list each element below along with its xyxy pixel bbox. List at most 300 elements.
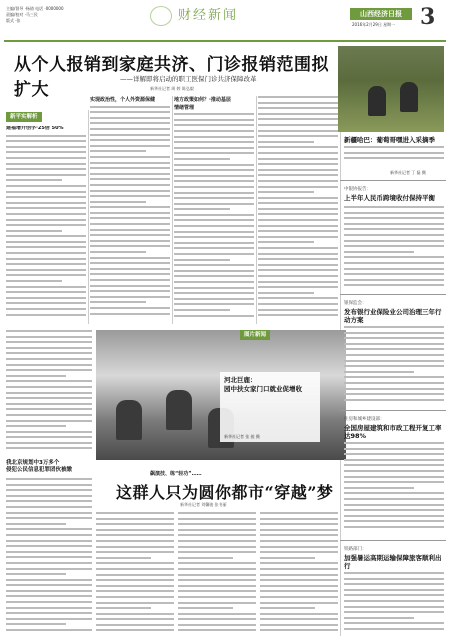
body-text-line: [344, 279, 444, 281]
body-text-line: [260, 585, 338, 587]
body-text-line: [90, 162, 170, 164]
body-text-line: [178, 585, 256, 587]
body-text-line: [96, 540, 174, 542]
body-text-line: [258, 292, 314, 294]
body-text-line: [344, 617, 414, 619]
body-text-line: [344, 399, 444, 401]
body-text-line: [6, 352, 92, 354]
body-text-line: [258, 264, 338, 266]
body-text-line: [90, 245, 170, 247]
body-text-line: [174, 186, 254, 188]
body-text-line: [260, 546, 338, 548]
body-text-line: [90, 134, 170, 136]
body-text-line: [174, 130, 254, 132]
body-text-line: [344, 628, 444, 630]
body-text-line: [344, 622, 444, 624]
body-text-line: [344, 515, 444, 517]
worker-figure: [166, 390, 192, 430]
lead-box-label: 新平实解析: [6, 112, 42, 122]
body-text-line: [6, 330, 92, 332]
body-text-line: [96, 602, 174, 604]
body-text-line: [174, 259, 230, 261]
body-text-line: [6, 556, 92, 558]
body-text-line: [6, 579, 92, 581]
body-text-line: [178, 551, 256, 553]
body-text-line: [344, 157, 444, 159]
body-text-line: [174, 152, 254, 154]
body-text-line: [344, 228, 444, 230]
body-text-line: [96, 596, 174, 598]
body-text-line: [6, 269, 86, 271]
body-text-line: [6, 618, 92, 620]
body-text-line: [258, 124, 338, 126]
body-text-line: [258, 258, 338, 260]
body-text-line: [178, 512, 256, 514]
body-text-line: [6, 336, 92, 338]
body-text-line: [6, 408, 92, 410]
body-text-line: [6, 612, 92, 614]
body-text-line: [90, 234, 170, 236]
body-text-line: [174, 164, 254, 166]
body-text-line: [344, 600, 444, 602]
body-text-line: [6, 386, 92, 388]
body-text-line: [90, 257, 170, 259]
body-text-line: [344, 360, 444, 362]
lead-subhead-4: 情绪管理: [174, 104, 195, 111]
feature-byline: 新华社记者 刘馨骏 张书丽: [180, 502, 227, 507]
body-text-line: [174, 281, 254, 283]
body-text-line: [90, 139, 170, 141]
column-divider: [256, 96, 257, 324]
body-text-line: [96, 629, 174, 631]
body-text-line: [90, 301, 146, 303]
body-text-line: [174, 180, 254, 182]
body-text-line: [6, 369, 92, 371]
body-text-line: [6, 584, 92, 586]
body-text-line: [90, 262, 170, 264]
body-text-line: [96, 574, 174, 576]
body-text-line: [260, 518, 338, 520]
body-text-line: [258, 113, 338, 115]
body-text-line: [6, 442, 92, 444]
body-text-line: [258, 309, 338, 311]
body-text-line: [258, 152, 338, 154]
body-text-line: [6, 258, 86, 260]
body-text-line: [258, 303, 338, 305]
body-text-line: [6, 545, 92, 547]
body-text-line: [258, 158, 338, 160]
body-text-line: [90, 273, 170, 275]
lead-subtitle: ——详解即将启动的职工医保门诊共济保障改革: [120, 75, 257, 83]
lead-subhead-2: 实现政治性，个人外资源保健: [90, 97, 156, 103]
body-text-line: [174, 253, 254, 255]
body-text-line: [6, 241, 86, 243]
body-text-line: [6, 478, 92, 480]
body-text-line: [90, 268, 170, 270]
photo-inset: [220, 372, 320, 442]
body-text-line: [6, 623, 66, 625]
body-text-line: [6, 500, 92, 502]
body-text-line: [96, 534, 174, 536]
issue-date: 2016年2月29日 星期一: [352, 22, 396, 27]
body-text-line: [6, 347, 92, 349]
right-divider: [340, 540, 446, 541]
body-text-line: [178, 540, 256, 542]
body-text-line: [6, 590, 92, 592]
body-text-line: [178, 590, 256, 592]
body-text-line: [174, 113, 254, 115]
body-text-line: [178, 618, 256, 620]
body-text-line: [6, 151, 86, 153]
body-text-line: [90, 106, 170, 108]
farmer-figure: [400, 82, 418, 112]
body-text-line: [90, 313, 170, 315]
body-text-line: [178, 613, 256, 615]
body-text-line: [96, 529, 174, 531]
body-text-line: [6, 568, 92, 570]
body-text-line: [6, 397, 92, 399]
body-text-line: [344, 240, 444, 242]
body-text-line: [6, 224, 86, 226]
body-text-line: [6, 135, 86, 137]
body-text-line: [344, 284, 444, 286]
body-text-line: [90, 145, 170, 147]
feature-column-1: [96, 512, 174, 636]
body-text-line: [174, 303, 254, 305]
body-text-line: [344, 348, 444, 350]
vineyard-photo-text: [344, 146, 444, 168]
body-text-line: [174, 147, 254, 149]
body-text-line: [258, 135, 338, 137]
body-text-line: [6, 601, 92, 603]
body-text-line: [6, 185, 86, 187]
body-text-line: [90, 290, 170, 292]
body-text-line: [6, 375, 66, 377]
body-text-line: [344, 273, 444, 275]
body-text-line: [344, 382, 444, 384]
body-text-line: [344, 337, 444, 339]
body-text-line: [174, 136, 254, 138]
body-text-line: [6, 414, 92, 416]
body-text-line: [90, 229, 170, 231]
body-text-line: [174, 208, 230, 210]
body-text-line: [6, 207, 86, 209]
body-text-line: [258, 96, 338, 98]
body-text-line: [344, 448, 444, 450]
body-text-line: [6, 364, 92, 366]
body-text-line: [6, 157, 86, 159]
paper-name: 山西经济日报: [350, 8, 412, 20]
body-text-line: [6, 573, 66, 575]
worker-figure: [116, 400, 142, 440]
body-text-line: [344, 393, 444, 395]
body-text-line: [6, 420, 92, 422]
body-text-line: [90, 206, 170, 208]
body-text-line: [260, 534, 338, 536]
masthead-rule: [4, 40, 446, 42]
info-line: 主编/督导 ·杨倩 电话 ·0000000: [6, 6, 64, 11]
feature-column-3: [260, 512, 338, 636]
body-text-line: [174, 219, 254, 221]
body-text-line: [178, 523, 256, 525]
brief-kicker-2: 银保监会：: [344, 301, 367, 306]
body-text-line: [6, 314, 86, 316]
body-text-line: [96, 546, 174, 548]
body-text-line: [96, 523, 174, 525]
photo-news-label: 图片新闻: [240, 330, 270, 340]
body-text-line: [6, 436, 92, 438]
body-text-line: [96, 557, 151, 559]
body-text-line: [6, 191, 86, 193]
body-text-line: [90, 195, 170, 197]
body-text-line: [344, 481, 444, 483]
body-text-line: [258, 213, 338, 215]
body-text-line: [344, 326, 444, 328]
body-text-line: [258, 186, 338, 188]
body-text-line: [258, 197, 338, 199]
body-text-line: [6, 392, 92, 394]
body-text-line: [344, 583, 444, 585]
body-text-line: [90, 240, 170, 242]
body-text-line: [344, 206, 444, 208]
body-text-line: [6, 179, 62, 181]
left-brief-headline: 我北京规划中3万多个 侵犯公民信息犯罪团伙被缴: [6, 460, 73, 473]
body-text-line: [6, 263, 86, 265]
body-text-line: [258, 146, 338, 148]
brief-text-3: [344, 442, 444, 536]
body-text-line: [174, 287, 254, 289]
body-text-line: [258, 141, 314, 143]
body-text-line: [174, 175, 254, 177]
body-text-line: [6, 506, 92, 508]
body-text-line: [260, 529, 338, 531]
body-text-line: [6, 425, 66, 427]
body-text-line: [344, 371, 414, 373]
lead-headline: 从个人报销到家庭共济、门诊报销范围拟扩大: [14, 55, 329, 100]
body-text-line: [258, 102, 338, 104]
body-text-line: [344, 476, 444, 478]
body-text-line: [6, 447, 92, 449]
body-text-line: [6, 219, 86, 221]
body-text-line: [174, 197, 254, 199]
body-text-line: [90, 173, 170, 175]
body-text-line: [90, 212, 170, 214]
body-text-line: [96, 624, 174, 626]
body-text-line: [344, 572, 444, 574]
body-text-line: [90, 122, 170, 124]
body-text-line: [174, 158, 230, 160]
body-text-line: [6, 358, 92, 360]
body-text-line: [344, 256, 444, 258]
body-text-line: [344, 578, 444, 580]
body-text-line: [258, 286, 338, 288]
body-text-line: [344, 245, 444, 247]
lead-column-1: [6, 126, 86, 322]
body-text-line: [344, 212, 444, 214]
body-text-line: [260, 629, 338, 631]
feature-headline: 这群人只为圆你都市“穿越”梦: [116, 483, 334, 502]
brief-title-3: 全国房屋建筑和市政工程开复工率达98%: [344, 424, 442, 440]
body-text-line: [6, 484, 92, 486]
body-text-line: [174, 292, 254, 294]
body-text-line: [96, 585, 174, 587]
body-text-line: [344, 509, 444, 511]
body-text-line: [90, 285, 170, 287]
body-text-line: [90, 184, 170, 186]
body-text-line: [178, 518, 256, 520]
feature-kicker: 飙演技、练“轻功”……: [150, 471, 202, 477]
body-text-line: [344, 268, 444, 270]
body-text-line: [90, 223, 170, 225]
body-text-line: [258, 241, 314, 243]
body-text-line: [260, 512, 338, 514]
body-text-line: [90, 217, 170, 219]
body-text-line: [344, 606, 444, 608]
body-text-line: [6, 302, 86, 304]
body-text-line: [6, 341, 92, 343]
body-text-line: [6, 140, 86, 142]
body-text-line: [174, 270, 254, 272]
body-text-line: [96, 551, 174, 553]
body-text-line: [258, 281, 338, 283]
body-text-line: [174, 264, 254, 266]
farmer-figure: [368, 86, 386, 116]
body-text-line: [258, 247, 338, 249]
body-text-line: [6, 163, 86, 165]
body-text-line: [260, 540, 338, 542]
body-text-line: [178, 579, 256, 581]
lead-byline: 新华社记者 周 婷 陈弘毅: [150, 86, 194, 91]
body-text-line: [174, 247, 254, 249]
body-text-line: [96, 579, 174, 581]
body-text-line: [178, 557, 233, 559]
body-text-line: [6, 246, 86, 248]
lead-column-2: [90, 96, 170, 324]
page-number: 3: [420, 4, 436, 30]
brief-title-4: 加强暑运高期运输保障旅客顺利出行: [344, 554, 442, 570]
body-text-line: [178, 602, 256, 604]
body-text-line: [6, 146, 86, 148]
body-text-line: [6, 540, 92, 542]
body-text-line: [96, 590, 174, 592]
body-text-line: [6, 297, 86, 299]
body-text-line: [90, 111, 170, 113]
body-text-line: [6, 629, 92, 631]
section-deco-icon: [150, 6, 172, 26]
body-text-line: [174, 124, 254, 126]
body-text-line: [90, 156, 170, 158]
feature-column-2: [178, 512, 256, 636]
body-text-line: [90, 201, 146, 203]
body-text-line: [174, 225, 254, 227]
body-text-line: [258, 180, 338, 182]
body-text-line: [258, 130, 338, 132]
body-text-line: [260, 618, 338, 620]
brief-kicker-4: 铁路部门：: [344, 547, 367, 552]
body-text-line: [96, 568, 174, 570]
body-text-line: [260, 579, 338, 581]
body-text-line: [96, 562, 174, 564]
body-text-line: [178, 624, 256, 626]
body-text-line: [258, 230, 338, 232]
body-text-line: [260, 574, 338, 576]
body-text-line: [174, 214, 254, 216]
brief-text-2: [344, 326, 444, 406]
info-line: 责编/校对 ·马三民: [6, 12, 38, 17]
brief-text-1: [344, 206, 444, 290]
body-text-line: [90, 178, 170, 180]
body-text-line: [258, 297, 338, 299]
body-text-line: [178, 568, 256, 570]
body-text-line: [178, 546, 256, 548]
body-text-line: [90, 190, 170, 192]
body-text-line: [258, 225, 338, 227]
vineyard-photo-caption: 新华社记者 丁 磊 摄: [390, 170, 426, 175]
body-text-line: [260, 624, 338, 626]
body-text-line: [6, 235, 86, 237]
body-text-line: [344, 464, 444, 466]
body-text-line: [6, 168, 86, 170]
body-text-line: [344, 332, 444, 334]
body-text-line: [90, 117, 170, 119]
body-text-line: [96, 518, 174, 520]
vineyard-photo-title: 新疆哈巴：葡萄哥嘿进入采摘季: [344, 136, 435, 144]
body-text-line: [258, 275, 338, 277]
body-text-line: [174, 169, 254, 171]
body-text-line: [96, 512, 174, 514]
column-divider: [88, 110, 89, 324]
photo-inset-title: 河北巨鹿： 园中扶女家门口就业促增收: [224, 376, 302, 393]
body-text-line: [174, 141, 254, 143]
body-text-line: [174, 298, 254, 300]
body-text-line: [260, 562, 338, 564]
body-text-line: [6, 230, 62, 232]
body-text-line: [6, 403, 92, 405]
body-text-line: [6, 528, 92, 530]
body-text-line: [6, 562, 92, 564]
lead-column-3: [174, 96, 254, 324]
body-text-line: [258, 269, 338, 271]
body-text-line: [344, 594, 444, 596]
body-text-line: [344, 343, 444, 345]
body-text-line: [174, 236, 254, 238]
right-divider: [340, 180, 446, 181]
body-text-line: [90, 279, 170, 281]
body-text-line: [260, 590, 338, 592]
body-text-line: [174, 192, 254, 194]
body-text-line: [174, 242, 254, 244]
body-text-line: [90, 128, 170, 130]
info-line: 版式 ·张: [6, 18, 21, 23]
body-text-line: [6, 274, 86, 276]
body-text-line: [6, 431, 92, 433]
body-text-line: [344, 442, 444, 444]
body-text-line: [6, 280, 62, 282]
body-text-line: [90, 251, 146, 253]
body-text-line: [178, 596, 256, 598]
body-text-line: [258, 118, 338, 120]
body-text-line: [344, 234, 444, 236]
body-text-line: [260, 607, 315, 609]
body-text-line: [6, 380, 92, 382]
lead-subhead-3: 地方政策如何？·推动基层: [174, 97, 231, 103]
body-text-line: [174, 315, 254, 317]
vineyard-photo: [338, 46, 444, 132]
body-text-line: [178, 562, 256, 564]
body-text-line: [258, 163, 338, 165]
body-text-line: [344, 217, 444, 219]
body-text-line: [6, 174, 86, 176]
